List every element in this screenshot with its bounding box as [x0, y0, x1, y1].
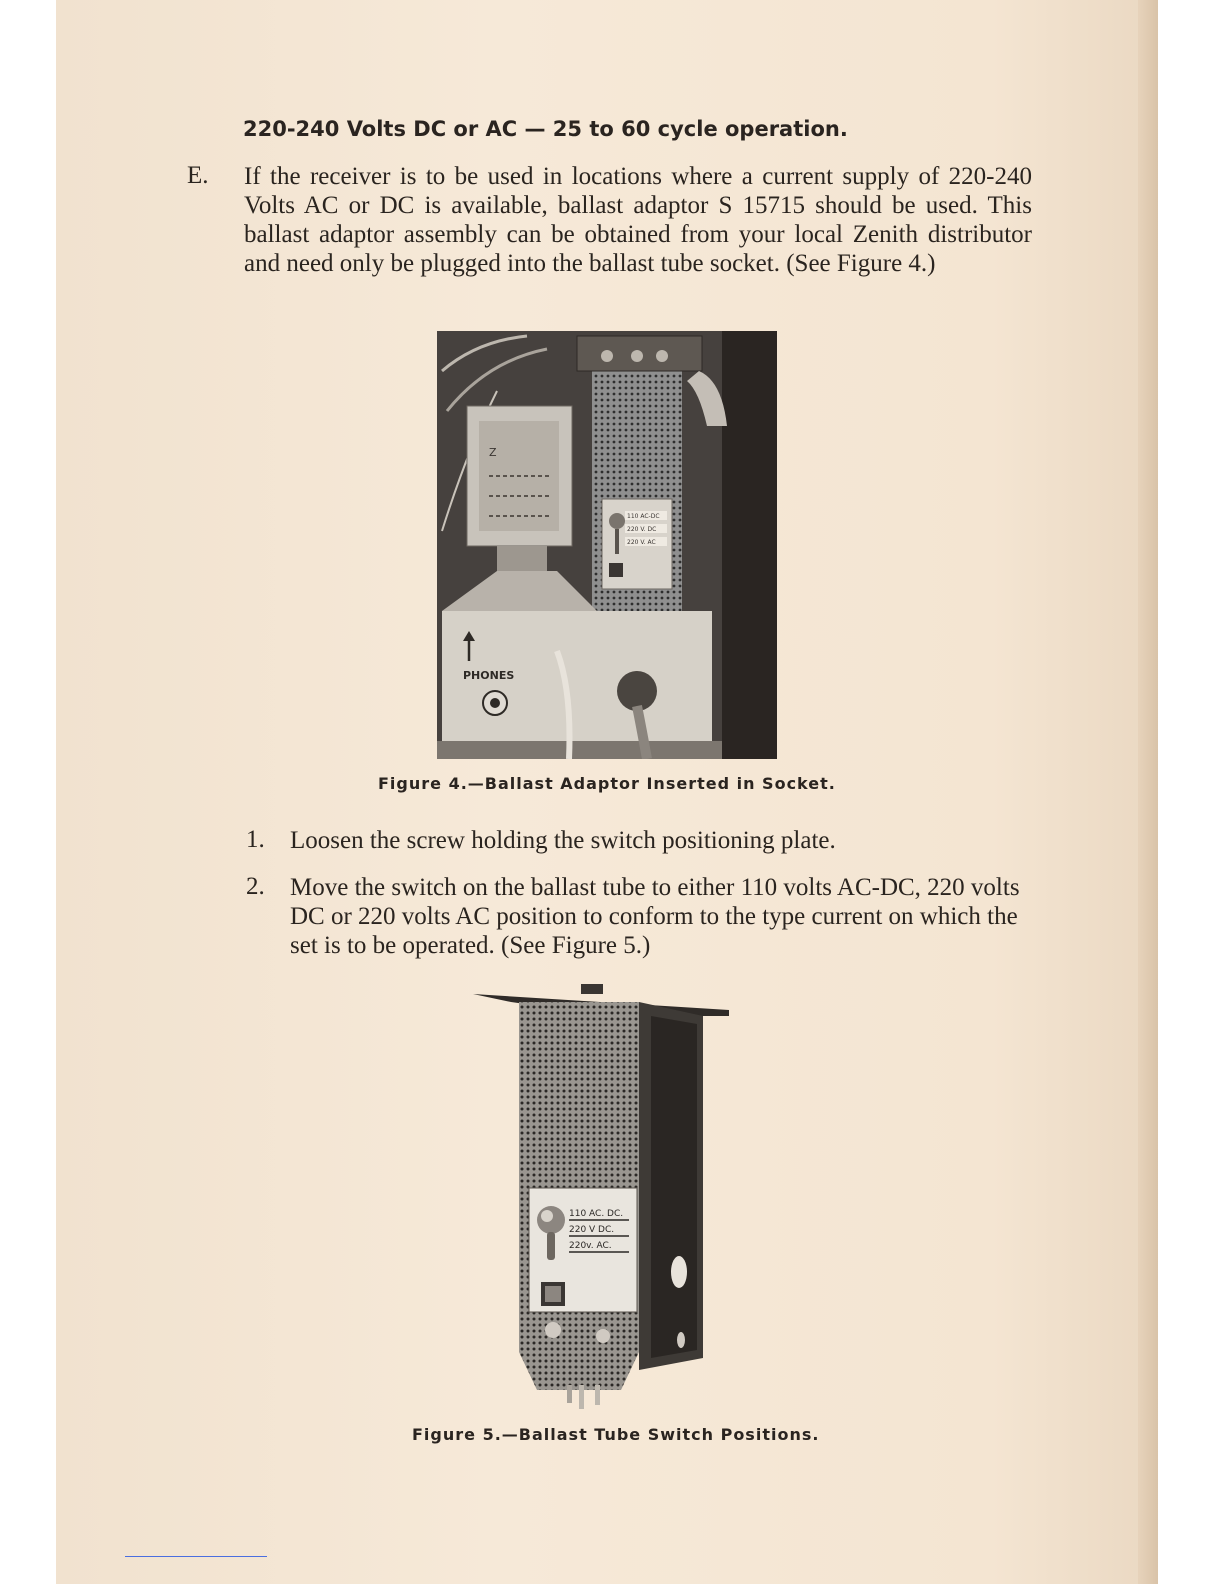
section-paragraph: If the receiver is to be used in locations where a current supply of 220-240 Volts AC or DC is available, ballast adaptor S 15715 should be used. This ballast adaptor assembly can be obtained from your local Zenith distributor and need only be plugged into the ballast tube socket. (See Figure 4.) — [244, 163, 1032, 277]
svg-text:Z: Z — [489, 446, 497, 459]
figure-5-switch-label-2: 220 V DC. — [569, 1225, 615, 1235]
figure-4-photo — [437, 331, 777, 759]
step-2-number: 2. — [246, 873, 265, 900]
phones-label: PHONES — [463, 669, 515, 682]
figure-4-switch-label-2: 220 V. DC — [627, 526, 657, 533]
figure-4-switch-label-3: 220 V. AC — [627, 539, 656, 546]
figure-5-photo — [471, 980, 733, 1412]
footnote-rule — [125, 1556, 267, 1557]
figure-5-switch-label-1: 110 AC. DC. — [569, 1209, 624, 1219]
figure-4-switch-label-1: 110 AC-DC — [627, 513, 660, 520]
step-1-text: Loosen the screw holding the switch positioning plate. — [290, 827, 836, 854]
step-1-number: 1. — [246, 826, 265, 853]
figure-5-switch-label-3: 220v. AC. — [569, 1241, 612, 1251]
figure-4-caption: Figure 4.—Ballast Adaptor Inserted in Socket. — [378, 774, 836, 793]
step-2-text: Move the switch on the ballast tube to either 110 volts AC-DC, 220 volts DC or 220 volts AC position to conform to the type current on which the set is to be operated. (See Figure 5.) — [290, 874, 1020, 959]
page-edge-shadow — [1138, 0, 1158, 1584]
section-letter: E. — [187, 162, 209, 189]
figure-5-caption: Figure 5.—Ballast Tube Switch Positions. — [412, 1425, 820, 1444]
section-heading: 220-240 Volts DC or AC — 25 to 60 cycle operation. — [243, 117, 848, 141]
